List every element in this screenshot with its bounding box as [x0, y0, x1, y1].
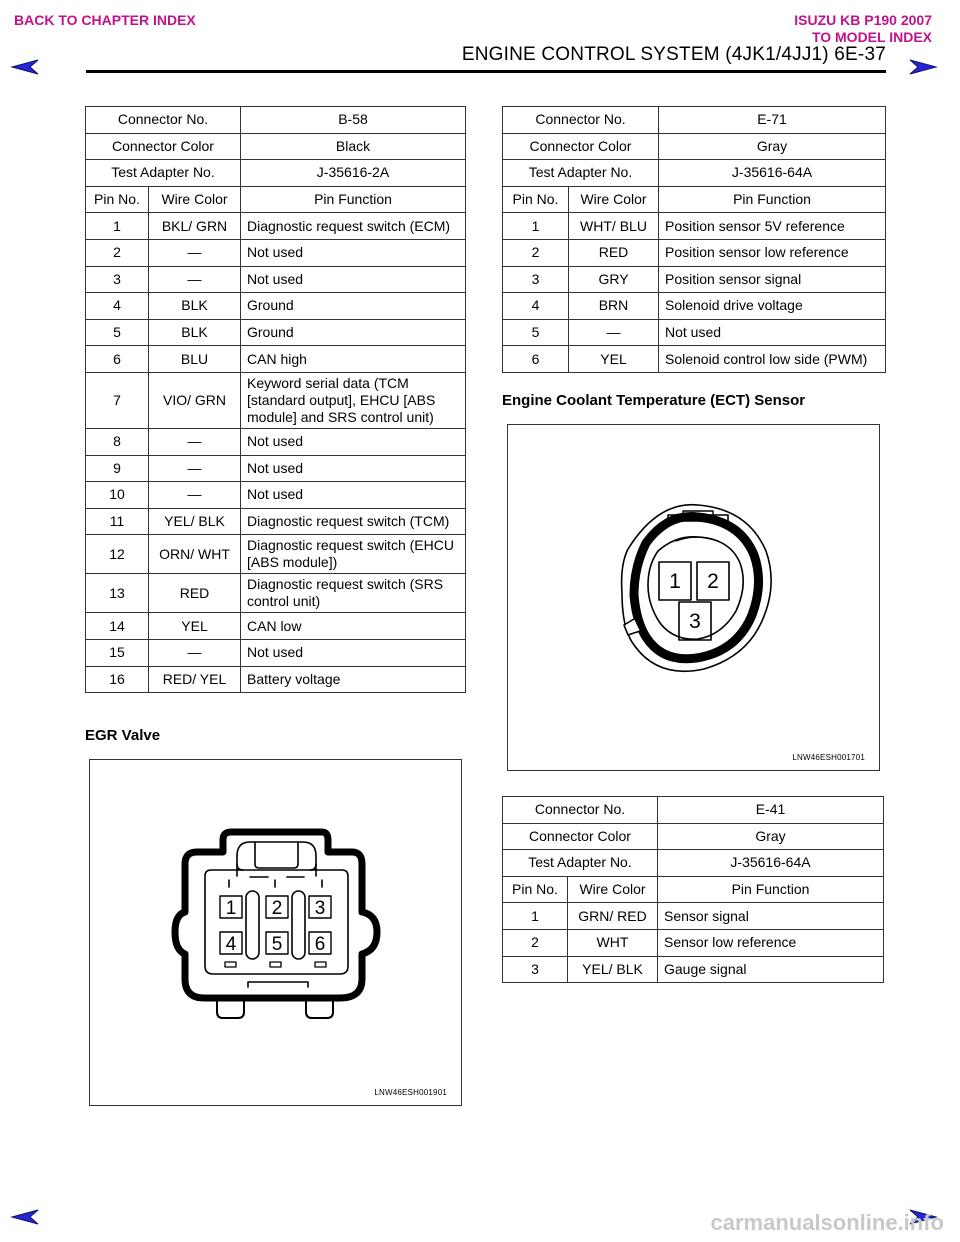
ect-pin-1-label: 1: [669, 570, 681, 593]
pin-no-cell: 11: [86, 508, 149, 535]
wire-color-cell: YEL/ BLK: [568, 956, 658, 983]
connector-no-label: Connector No.: [503, 107, 659, 134]
table-row: [86, 613, 466, 640]
pin-no-cell: 9: [86, 455, 149, 482]
wire-color-cell: WHT/ BLU: [569, 213, 659, 240]
egr-connector-drawing: [90, 760, 463, 1107]
wire-color-cell: —: [149, 455, 241, 482]
wire-color-cell: —: [149, 639, 241, 666]
egr-pin-5-label: 5: [271, 934, 283, 955]
pin-function-header: Pin Function: [659, 186, 886, 213]
table-row: [503, 903, 884, 930]
pin-no-cell: 4: [86, 293, 149, 320]
pin-function-cell: Not used: [241, 482, 466, 509]
table-row: [86, 293, 466, 320]
pin-no-cell: 5: [503, 319, 569, 346]
pin-no-cell: 14: [86, 613, 149, 640]
pin-no-cell: 8: [86, 428, 149, 455]
table-row: [86, 319, 466, 346]
pin-no-cell: 15: [86, 639, 149, 666]
table-row: [503, 293, 886, 320]
table-row: [86, 639, 466, 666]
ect-figure-code: LNW46ESH001701: [792, 753, 865, 762]
pin-no-cell: 1: [503, 903, 568, 930]
wire-color-cell: —: [149, 239, 241, 266]
table-row: [86, 574, 466, 613]
wire-color-cell: BRN: [569, 293, 659, 320]
table-row: [503, 239, 886, 266]
wire-color-header: Wire Color: [569, 186, 659, 213]
connector-no-label: Connector No.: [503, 797, 658, 824]
ect-pin-3-label: 3: [689, 610, 701, 633]
table-row: [503, 133, 886, 160]
connector-color-value: Gray: [658, 823, 884, 850]
pin-function-cell: Sensor low reference: [658, 929, 884, 956]
connector-color-label: Connector Color: [503, 823, 658, 850]
pin-function-cell: Not used: [241, 428, 466, 455]
ect-connector-drawing: [508, 425, 881, 772]
table-row: [86, 213, 466, 240]
wire-color-cell: BLU: [149, 346, 241, 373]
connector-no-value: E-71: [659, 107, 886, 134]
table-row: [86, 346, 466, 373]
pin-no-cell: 6: [86, 346, 149, 373]
table-header-row: [503, 186, 886, 213]
wire-color-cell: YEL: [569, 346, 659, 373]
table-row: [503, 850, 884, 877]
egr-valve-connector-figure: [89, 759, 462, 1106]
pin-no-cell: 2: [503, 929, 568, 956]
pin-function-cell: Position sensor signal: [659, 266, 886, 293]
wire-color-header: Wire Color: [568, 876, 658, 903]
connector-no-value: E-41: [658, 797, 884, 824]
table-row: [503, 319, 886, 346]
pin-no-cell: 3: [503, 956, 568, 983]
back-to-chapter-index-link[interactable]: BACK TO CHAPTER INDEX: [14, 12, 196, 28]
pin-function-cell: CAN low: [241, 613, 466, 640]
table-row: [86, 372, 466, 428]
wire-color-cell: RED/ YEL: [149, 666, 241, 693]
test-adapter-label: Test Adapter No.: [503, 160, 659, 187]
connector-b58-table: [85, 106, 466, 693]
pin-no-cell: 1: [503, 213, 569, 240]
wire-color-cell: RED: [569, 239, 659, 266]
egr-pin-1-label: 1: [225, 898, 237, 919]
table-row: [503, 266, 886, 293]
connector-no-value: B-58: [241, 107, 466, 134]
pin-no-cell: 2: [86, 239, 149, 266]
table-row: [503, 797, 884, 824]
pin-no-cell: 3: [503, 266, 569, 293]
pin-function-cell: Keyword serial data (TCM [standard output], EHCU [ABS module] and SRS control unit): [241, 372, 466, 428]
wire-color-cell: ORN/ WHT: [149, 535, 241, 574]
wire-color-cell: GRN/ RED: [568, 903, 658, 930]
previous-page-arrow-icon[interactable]: [10, 1208, 40, 1226]
pin-no-header: Pin No.: [503, 186, 569, 213]
pin-function-cell: Solenoid drive voltage: [659, 293, 886, 320]
to-model-index-link[interactable]: TO MODEL INDEX: [811, 29, 932, 45]
table-row: [86, 239, 466, 266]
pin-function-cell: Not used: [659, 319, 886, 346]
connector-color-label: Connector Color: [86, 133, 241, 160]
wire-color-cell: BLK: [149, 319, 241, 346]
wire-color-cell: GRY: [569, 266, 659, 293]
ect-pin-2-label: 2: [707, 570, 719, 593]
watermark-text: carmanualsonline.info: [710, 1210, 944, 1235]
table-header-row: [86, 186, 466, 213]
table-row: [503, 929, 884, 956]
egr-pin-6-label: 6: [314, 934, 326, 955]
pin-function-cell: Position sensor low reference: [659, 239, 886, 266]
pin-no-cell: 5: [86, 319, 149, 346]
connector-color-value: Gray: [659, 133, 886, 160]
pin-function-cell: Diagnostic request switch (SRS control unit): [241, 574, 466, 613]
pin-function-cell: Battery voltage: [241, 666, 466, 693]
pin-no-cell: 4: [503, 293, 569, 320]
wire-color-cell: BKL/ GRN: [149, 213, 241, 240]
page-header-title: ENGINE CONTROL SYSTEM (4JK1/4JJ1) 6E-37: [461, 44, 886, 65]
table-row: [86, 508, 466, 535]
next-page-arrow-icon[interactable]: [908, 58, 938, 76]
table-row: [86, 666, 466, 693]
pin-function-cell: Not used: [241, 266, 466, 293]
pin-no-cell: 12: [86, 535, 149, 574]
wire-color-header: Wire Color: [149, 186, 241, 213]
table-row: [503, 346, 886, 373]
wire-color-cell: BLK: [149, 293, 241, 320]
pin-function-header: Pin Function: [658, 876, 884, 903]
table-row: [86, 428, 466, 455]
test-adapter-value: J-35616-64A: [659, 160, 886, 187]
wire-color-cell: YEL/ BLK: [149, 508, 241, 535]
table-row: [86, 160, 466, 187]
pin-function-cell: Not used: [241, 239, 466, 266]
model-title-link[interactable]: ISUZU KB P190 2007: [794, 12, 932, 28]
pin-no-header: Pin No.: [503, 876, 568, 903]
table-row: [86, 266, 466, 293]
egr-pin-3-label: 3: [314, 898, 326, 919]
wire-color-cell: —: [149, 428, 241, 455]
pin-function-cell: CAN high: [241, 346, 466, 373]
egr-pin-4-label: 4: [225, 934, 237, 955]
previous-page-arrow-icon[interactable]: [10, 58, 40, 76]
table-row: [503, 956, 884, 983]
pin-function-cell: Not used: [241, 639, 466, 666]
test-adapter-value: J-35616-2A: [241, 160, 466, 187]
pin-function-cell: Diagnostic request switch (EHCU [ABS module]): [241, 535, 466, 574]
table-row: [86, 482, 466, 509]
wire-color-cell: RED: [149, 574, 241, 613]
table-row: [86, 133, 466, 160]
egr-pin-2-label: 2: [271, 898, 283, 919]
table-row: [503, 213, 886, 240]
table-row: [86, 455, 466, 482]
egr-valve-heading: EGR Valve: [85, 727, 161, 744]
pin-no-cell: 2: [503, 239, 569, 266]
test-adapter-label: Test Adapter No.: [503, 850, 658, 877]
wire-color-cell: VIO/ GRN: [149, 372, 241, 428]
connector-color-value: Black: [241, 133, 466, 160]
pin-function-cell: Ground: [241, 293, 466, 320]
header-divider: [86, 70, 886, 73]
ect-sensor-heading: Engine Coolant Temperature (ECT) Sensor: [502, 392, 806, 409]
pin-no-cell: 10: [86, 482, 149, 509]
pin-function-cell: Not used: [241, 455, 466, 482]
wire-color-cell: —: [149, 482, 241, 509]
pin-no-header: Pin No.: [86, 186, 149, 213]
pin-function-cell: Sensor signal: [658, 903, 884, 930]
table-row: [86, 535, 466, 574]
pin-no-cell: 13: [86, 574, 149, 613]
connector-e41-table: [502, 796, 884, 983]
test-adapter-label: Test Adapter No.: [86, 160, 241, 187]
table-header-row: [503, 876, 884, 903]
wire-color-cell: WHT: [568, 929, 658, 956]
table-row: [503, 160, 886, 187]
pin-no-cell: 1: [86, 213, 149, 240]
connector-no-label: Connector No.: [86, 107, 241, 134]
wire-color-cell: YEL: [149, 613, 241, 640]
pin-no-cell: 3: [86, 266, 149, 293]
table-row: [503, 823, 884, 850]
pin-no-cell: 7: [86, 372, 149, 428]
pin-function-cell: Gauge signal: [658, 956, 884, 983]
ect-sensor-connector-figure: [507, 424, 880, 771]
pin-function-cell: Diagnostic request switch (ECM): [241, 213, 466, 240]
pin-no-cell: 6: [503, 346, 569, 373]
table-row: [86, 107, 466, 134]
pin-function-cell: Diagnostic request switch (TCM): [241, 508, 466, 535]
pin-function-cell: Solenoid control low side (PWM): [659, 346, 886, 373]
connector-color-label: Connector Color: [503, 133, 659, 160]
table-row: [503, 107, 886, 134]
test-adapter-value: J-35616-64A: [658, 850, 884, 877]
connector-e71-table: [502, 106, 886, 373]
pin-function-cell: Position sensor 5V reference: [659, 213, 886, 240]
pin-function-header: Pin Function: [241, 186, 466, 213]
wire-color-cell: —: [149, 266, 241, 293]
pin-function-cell: Ground: [241, 319, 466, 346]
egr-figure-code: LNW46ESH001901: [374, 1088, 447, 1097]
pin-no-cell: 16: [86, 666, 149, 693]
wire-color-cell: —: [569, 319, 659, 346]
